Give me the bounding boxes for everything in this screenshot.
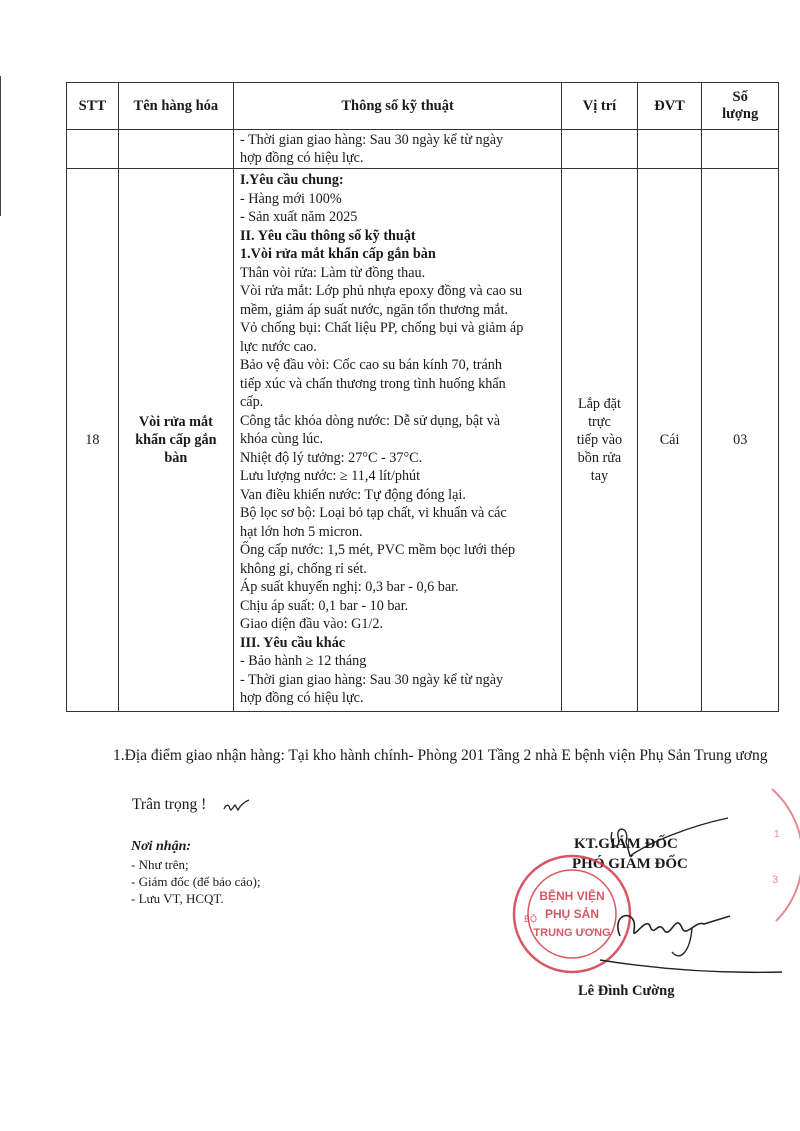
- initial-mark-icon: [222, 798, 250, 814]
- handwritten-signature-icon: [560, 812, 790, 992]
- header-qty-line2: lượng: [722, 106, 759, 122]
- spec-line: Van điều khiển nước: Tự động đóng lại.: [239, 486, 466, 503]
- spec-line: Ống cấp nước: 1,5 mét, PVC mềm bọc lưới thép: [239, 542, 516, 558]
- spec-line: Vòi rửa mắt: Lớp phủ nhựa epoxy đồng và cao su: [239, 283, 523, 299]
- table-row: [67, 169, 779, 712]
- header-spec: Thông số kỹ thuật: [233, 83, 561, 130]
- signature-title-1: KT.GIÁM ĐỐC: [574, 836, 678, 852]
- spec-line: I.Yêu cầu chung:: [239, 172, 344, 188]
- svg-text:BỘ: BỘ: [524, 914, 538, 924]
- spec-line: hợp đồng có hiệu lực.: [239, 150, 364, 166]
- svg-text:PHỤ SẢN: PHỤ SẢN: [544, 907, 600, 921]
- spec-line: - Thời gian giao hàng: Sau 30 ngày kể từ ngày: [239, 671, 504, 688]
- cont-spec-cell: [233, 130, 561, 169]
- regards-text: Trân trọng !: [132, 796, 207, 813]
- header-qty-line1: Số: [732, 89, 748, 105]
- row-unit: Cái: [637, 169, 702, 712]
- row-qty: 03: [702, 169, 779, 712]
- spec-line: Bảo vệ đầu vòi: Cốc cao su bán kính 70, tránh: [239, 357, 502, 373]
- spec-line: - Thời gian giao hàng: Sau 30 ngày kể từ ngày: [239, 131, 504, 148]
- spec-line: II. Yêu cầu thông số kỹ thuật: [239, 227, 416, 244]
- table-row-continuation: [67, 130, 779, 169]
- spec-line: hợp đồng có hiệu lực.: [239, 690, 364, 706]
- recipients-block: [131, 838, 261, 907]
- cont-stt-cell: [67, 130, 119, 169]
- spec-line: Thân vòi rửa: Làm từ đồng thau.: [239, 264, 426, 281]
- name-line: bàn: [164, 450, 188, 466]
- header-position: Vị trí: [562, 83, 638, 130]
- spec-line: cấp.: [239, 394, 264, 410]
- position-line: bồn rửa: [577, 450, 622, 466]
- header-name: Tên hàng hóa: [118, 83, 233, 130]
- position-line: tay: [590, 468, 609, 484]
- header-stt: STT: [67, 83, 119, 130]
- recipients-title: Nơi nhận:: [131, 839, 192, 854]
- cont-qty-cell: [702, 130, 779, 169]
- spec-line: mềm, giảm áp suất nước, ngăn tổn thương mắt.: [239, 301, 508, 318]
- position-line: trực: [588, 414, 611, 430]
- row-spec: [233, 169, 561, 712]
- spec-line: - Bảo hành ≥ 12 tháng: [239, 653, 367, 669]
- spec-line: - Sản xuất năm 2025: [239, 209, 358, 225]
- spec-line: - Hàng mới 100%: [239, 190, 342, 207]
- signature-title-2: PHÓ GIÁM ĐỐC: [572, 856, 688, 872]
- spec-line: Công tắc khóa dòng nước: Dễ sử dụng, bật và: [239, 412, 501, 429]
- spec-line: Áp suất khuyến nghị: 0,3 bar - 0,6 bar.: [239, 579, 459, 595]
- spec-line: hạt lớn hơn 5 micron.: [239, 523, 363, 540]
- spec-line: Chịu áp suất: 0,1 bar - 10 bar.: [239, 597, 409, 614]
- recipient-item: - Như trên;: [131, 857, 189, 872]
- header-qty: [702, 83, 779, 130]
- delivery-note: 1.Địa điểm giao nhận hàng: Tại kho hành chính- Phòng 201 Tầng 2 nhà E bệnh viện Phụ Sản Trung ương: [113, 747, 768, 764]
- spec-line: 1.Vòi rửa mắt khẩn cấp gắn bàn: [239, 246, 436, 262]
- cont-position-cell: [562, 130, 638, 169]
- recipient-item: - Giám đốc (để báo cáo);: [131, 874, 261, 889]
- svg-text:3: 3: [772, 874, 779, 886]
- position-line: tiếp vào: [576, 432, 623, 448]
- spec-line: Lưu lượng nước: ≥ 11,4 lít/phút: [239, 468, 421, 484]
- spec-line: không gỉ, chống rỉ sét.: [239, 560, 367, 577]
- row-name: [118, 169, 233, 712]
- name-line: khẩn cấp gắn: [135, 432, 217, 448]
- spec-line: Nhiệt độ lý tưởng: 27°C - 37°C.: [239, 449, 423, 466]
- spec-line: Vỏ chống bụi: Chất liệu PP, chống bụi và giảm áp: [239, 320, 524, 336]
- header-unit: ĐVT: [637, 83, 702, 130]
- svg-text:TRUNG ƯƠNG: TRUNG ƯƠNG: [533, 927, 611, 939]
- recipient-item: - Lưu VT, HCQT.: [131, 891, 224, 906]
- spec-line: Bộ lọc sơ bộ: Loại bỏ tạp chất, vi khuẩn và các: [239, 505, 507, 521]
- spec-line: tiếp xúc và chấn thương trong tình huống khẩn: [239, 375, 506, 392]
- svg-text:1: 1: [774, 829, 780, 840]
- spec-table: [66, 82, 779, 712]
- signer-name: Lê Đình Cường: [578, 983, 675, 999]
- cont-unit-cell: [637, 130, 702, 169]
- table-header-row: [67, 83, 779, 130]
- row-stt: 18: [67, 169, 119, 712]
- position-line: Lắp đặt: [577, 396, 621, 412]
- spec-line: khóa cùng lúc.: [239, 431, 324, 447]
- spec-line: III. Yêu cầu khác: [239, 634, 346, 651]
- cont-name-cell: [118, 130, 233, 169]
- spec-line: Giao diện đầu vào: G1/2.: [239, 616, 383, 632]
- spec-line: lực nước cao.: [239, 338, 317, 355]
- page-edge-mark: [0, 76, 1, 216]
- row-position: [562, 169, 638, 712]
- name-line: Vòi rửa mắt: [138, 414, 213, 430]
- svg-text:BỆNH VIỆN: BỆNH VIỆN: [539, 889, 605, 903]
